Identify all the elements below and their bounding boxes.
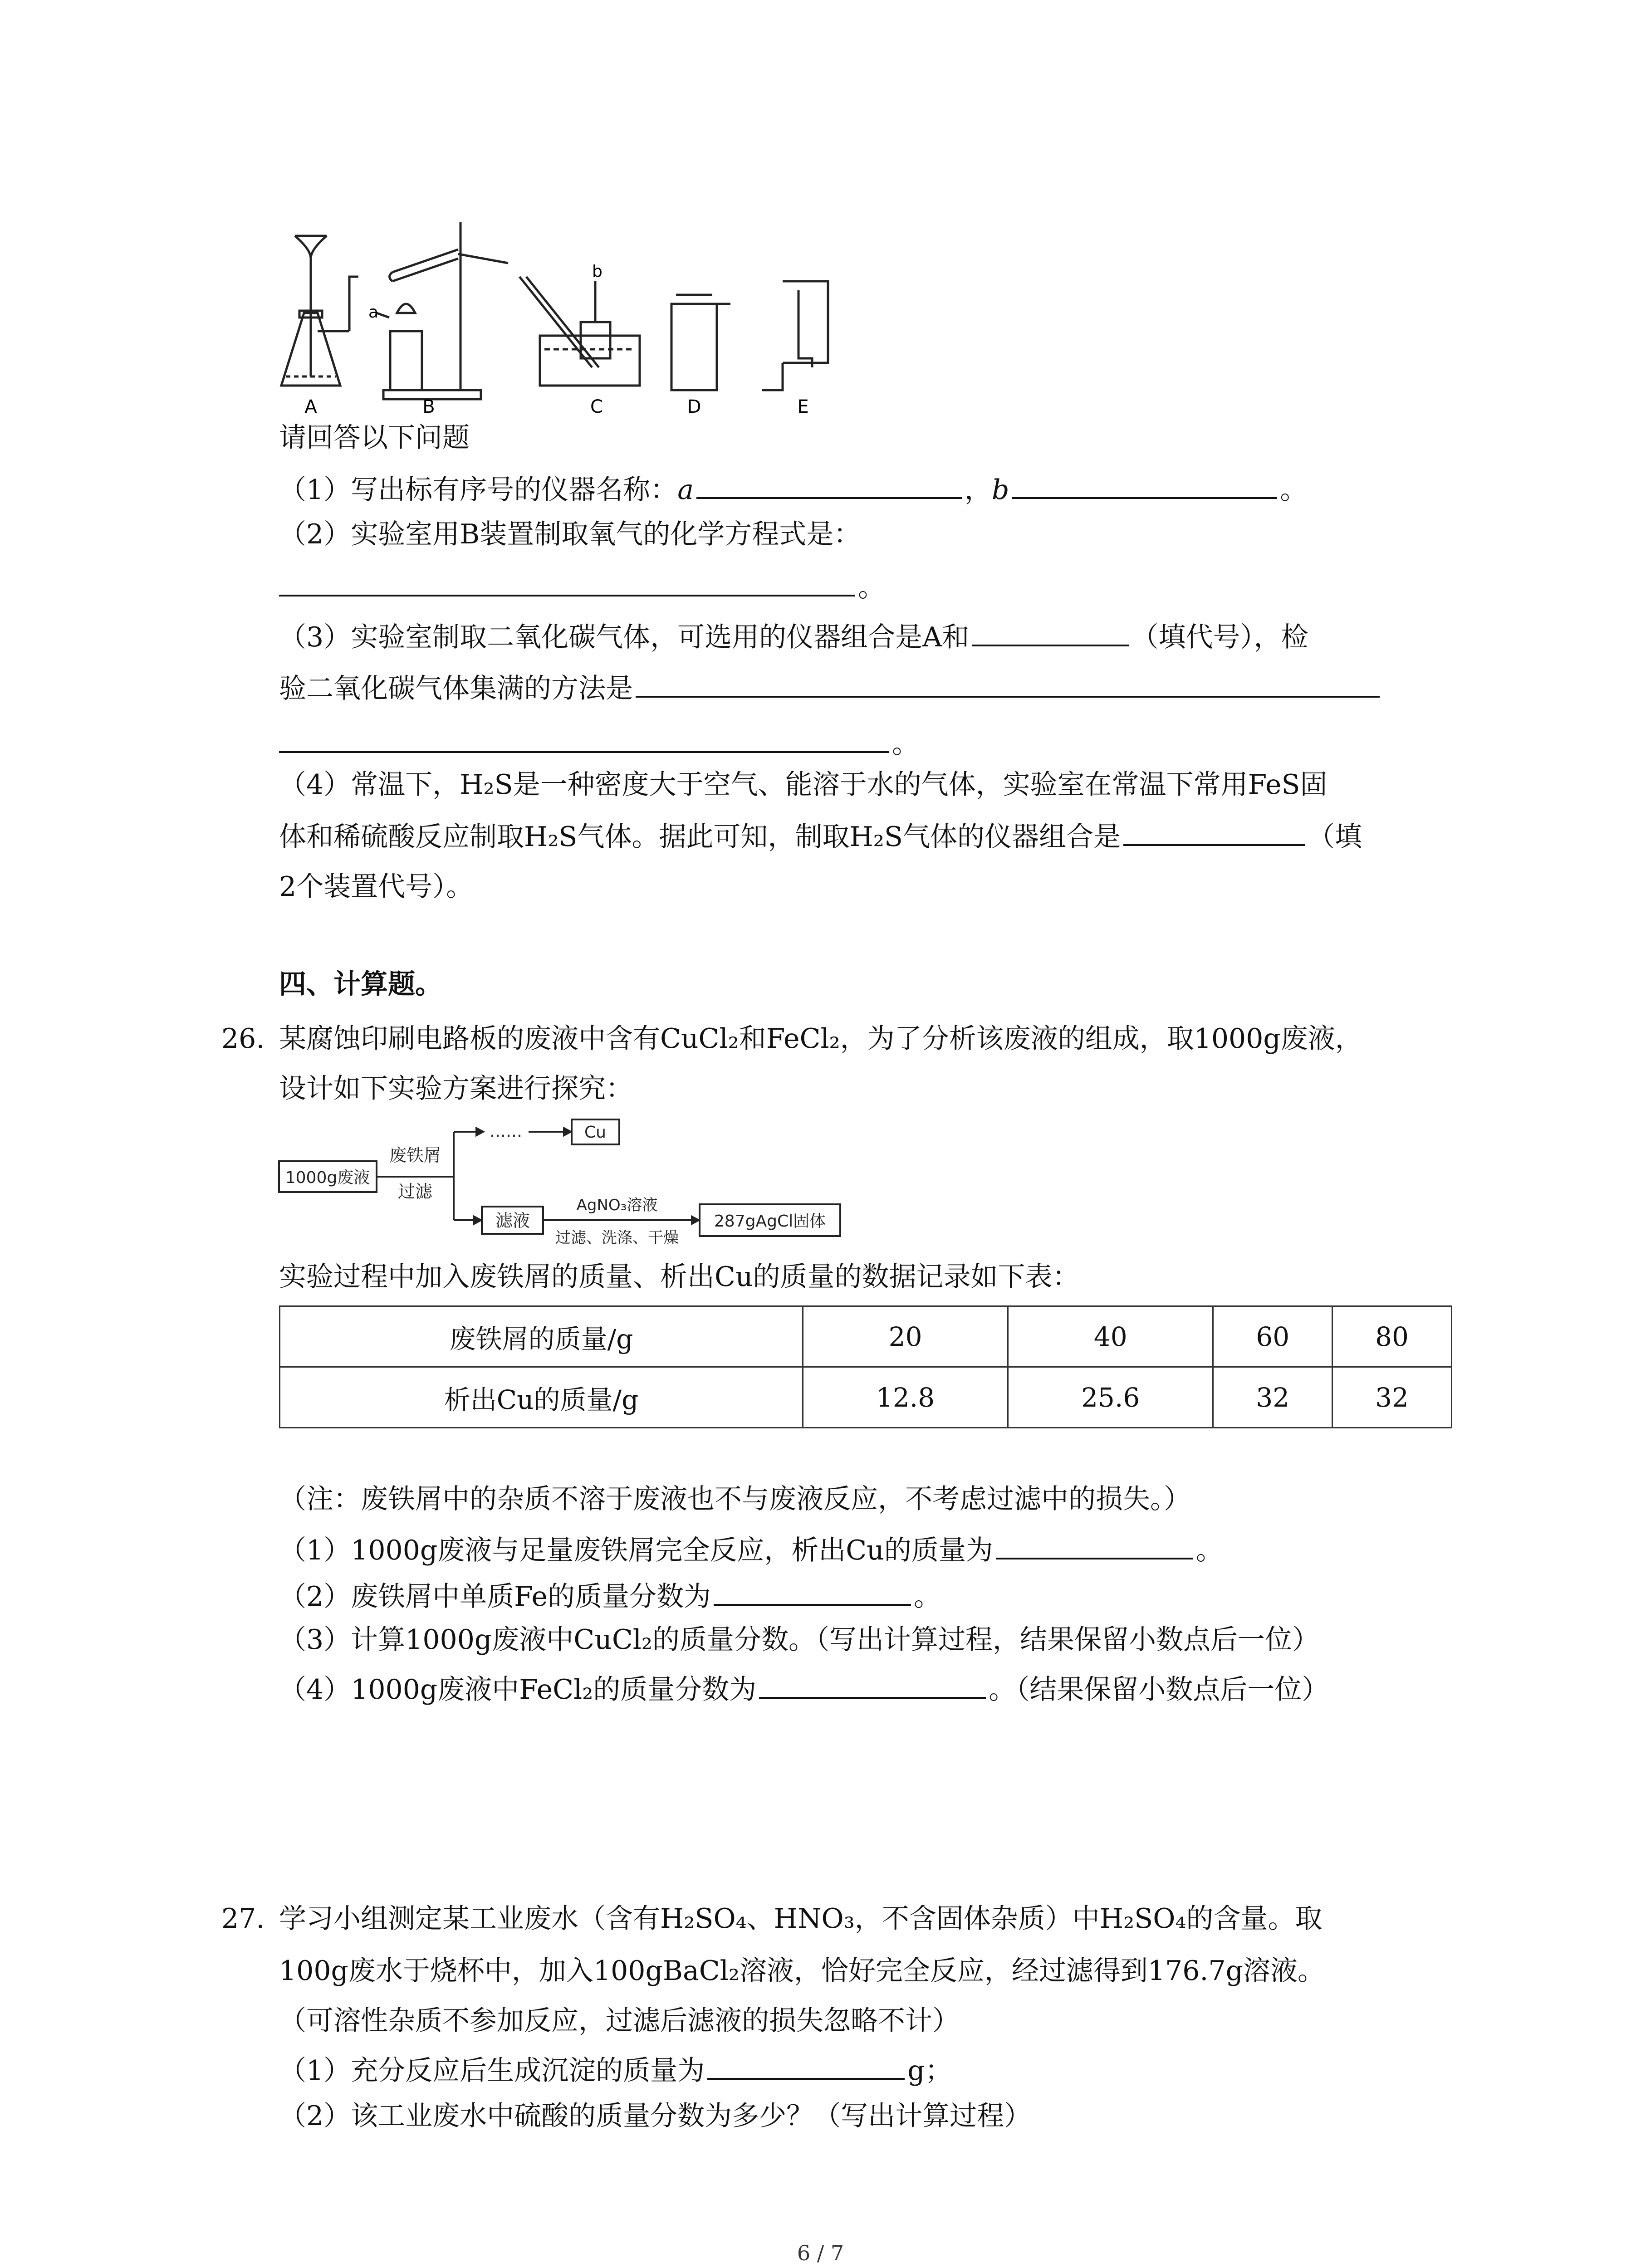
table-cell: 80 bbox=[1332, 1306, 1452, 1367]
q25-part3-line2 bbox=[279, 670, 1382, 707]
answer-blank-precipitate[interactable] bbox=[707, 2053, 905, 2080]
flow-step1-top: 废铁屑 bbox=[389, 1145, 441, 1165]
flow-result: 287gAgCl固体 bbox=[714, 1212, 826, 1231]
answer-blank-co2-combo[interactable] bbox=[972, 619, 1129, 646]
q25-p3-end: 。 bbox=[892, 728, 919, 760]
table-cell-label: 析出Cu的质量/g bbox=[280, 1367, 803, 1428]
q25-p1-sep: ， bbox=[964, 474, 992, 506]
apparatus-marker-b: b bbox=[592, 262, 603, 281]
answer-blank-b[interactable] bbox=[1012, 472, 1277, 499]
q26-number: 26. bbox=[221, 1023, 265, 1055]
apparatus-figure bbox=[272, 222, 871, 422]
apparatus-label-a: A bbox=[304, 396, 317, 417]
q27-line1: 学习小组测定某工业废水（含有H₂SO₄、HNO₃，不含固体杂质）中H₂SO₄的含量。取 bbox=[279, 1903, 1323, 1935]
flow-step1-bottom: 过滤 bbox=[397, 1182, 433, 1202]
q25-p3-text: （3）实验室制取二氧化碳气体，可选用的仪器组合是A和 bbox=[279, 621, 970, 653]
q25-p4-line2-end: （填 bbox=[1307, 821, 1362, 853]
q27-s1-end: g； bbox=[907, 2055, 952, 2087]
q26-s1-text: （1）1000g废液与足量废铁屑完全反应，析出Cu的质量为 bbox=[279, 1535, 993, 1566]
q25-part4-line2 bbox=[279, 819, 1362, 855]
q27-line3: （可溶性杂质不参加反应，过滤后滤液的损失忽略不计） bbox=[279, 2005, 960, 2037]
q26-s2-text: （2）废铁屑中单质Fe的质量分数为 bbox=[279, 1581, 711, 1613]
answer-blank-a[interactable] bbox=[696, 472, 962, 499]
q27-line2: 100g废水于烧杯中，加入100gBaCl₂溶液，恰好完全反应，经过滤得到176.7g溶液。 bbox=[279, 1955, 1325, 1987]
flow-start: 1000g废液 bbox=[285, 1168, 370, 1187]
q26-line2: 设计如下实验方案进行探究： bbox=[279, 1073, 633, 1105]
table-cell: 32 bbox=[1332, 1367, 1452, 1428]
q25-p1-b: b bbox=[991, 474, 1009, 506]
table-cell: 12.8 bbox=[803, 1367, 1008, 1428]
answer-blank-co2-method-cont[interactable] bbox=[279, 726, 889, 753]
q25-intro: 请回答以下问题 bbox=[279, 422, 470, 454]
q27-s1-text: （1）充分反应后生成沉淀的质量为 bbox=[279, 2055, 705, 2087]
flow-cu: Cu bbox=[584, 1123, 606, 1142]
apparatus-label-b: B bbox=[422, 396, 435, 417]
q25-p1-end: 。 bbox=[1280, 474, 1308, 506]
q25-part4-line1: （4）常温下，H₂S是一种密度大于空气、能溶于水的气体，实验室在常温下常用FeS固 bbox=[279, 769, 1327, 801]
answer-blank-equation[interactable] bbox=[279, 569, 855, 596]
table-row bbox=[280, 1367, 1452, 1428]
q25-p1-text: （1）写出标有序号的仪器名称： bbox=[279, 474, 678, 506]
table-cell: 32 bbox=[1213, 1367, 1332, 1428]
flow-step2-top: AgNO₃溶液 bbox=[576, 1196, 658, 1214]
table-cell: 20 bbox=[803, 1306, 1008, 1367]
q25-part3-line1 bbox=[279, 619, 1308, 655]
q26-s4-text: （4）1000g废液中FeCl₂的质量分数为 bbox=[279, 1674, 757, 1706]
q25-p2-end: 。 bbox=[858, 572, 885, 603]
q26-note: （注：废铁屑中的杂质不溶于废液也不与废液反应，不考虑过滤中的损失。） bbox=[279, 1483, 1191, 1515]
q27-sub2: （2）该工业废水中硫酸的质量分数为多少？（写出计算过程） bbox=[279, 2100, 1032, 2132]
section-title: 四、计算题。 bbox=[279, 968, 442, 1000]
answer-blank-cu-mass[interactable] bbox=[996, 1532, 1193, 1559]
experiment-flowchart bbox=[277, 1111, 848, 1247]
table-row bbox=[280, 1306, 1452, 1367]
q26-s2-end: 。 bbox=[914, 1581, 941, 1613]
table-cell: 25.6 bbox=[1008, 1367, 1213, 1428]
q26-sub4 bbox=[279, 1672, 1329, 1708]
q27-sub1 bbox=[279, 2053, 952, 2089]
q25-part2-answer bbox=[279, 569, 885, 606]
answer-blank-fe-fraction[interactable] bbox=[714, 1579, 911, 1606]
q27-number: 27. bbox=[221, 1903, 265, 1935]
q26-line1: 某腐蚀印刷电路板的废液中含有CuCl₂和FeCl₂，为了分析该废液的组成，取1000g废液， bbox=[279, 1023, 1362, 1055]
q25-p1-a: a bbox=[677, 474, 694, 506]
apparatus-label-e: E bbox=[797, 396, 809, 417]
q25-p4-line2-text: 体和稀硫酸反应制取H₂S气体。据此可知，制取H₂S气体的仪器组合是 bbox=[279, 821, 1121, 853]
flow-step2-bottom: 过滤、洗涤、干燥 bbox=[555, 1229, 679, 1247]
q26-s4-end: 。（结果保留小数点后一位） bbox=[989, 1674, 1329, 1706]
apparatus-label-d: D bbox=[687, 396, 701, 417]
q26-sub1 bbox=[279, 1532, 1223, 1569]
apparatus-label-c: C bbox=[590, 396, 603, 417]
answer-blank-h2s-combo[interactable] bbox=[1123, 819, 1305, 846]
q26-sub2 bbox=[279, 1579, 941, 1615]
q26-table-intro: 实验过程中加入废铁屑的质量、析出Cu的质量的数据记录如下表： bbox=[279, 1261, 1080, 1293]
q26-s1-end: 。 bbox=[1195, 1535, 1223, 1566]
q25-part3-line3 bbox=[279, 726, 919, 762]
table-cell: 60 bbox=[1213, 1306, 1332, 1367]
q25-p3-line2-text: 验二氧化碳气体集满的方法是 bbox=[279, 673, 633, 704]
answer-blank-co2-method[interactable] bbox=[636, 670, 1380, 698]
flow-filtrate: 滤液 bbox=[495, 1211, 530, 1231]
q25-part1 bbox=[279, 472, 1307, 508]
apparatus-marker-a: a bbox=[368, 303, 379, 322]
q25-p3-mid: （填代号），检 bbox=[1131, 621, 1308, 653]
q25-part2: （2）实验室用B装置制取氧气的化学方程式是： bbox=[279, 518, 861, 550]
table-cell: 40 bbox=[1008, 1306, 1213, 1367]
answer-blank-fecl2-fraction[interactable] bbox=[759, 1672, 986, 1699]
flow-dots: …… bbox=[490, 1122, 522, 1141]
table-cell-label: 废铁屑的质量/g bbox=[280, 1306, 803, 1367]
data-table bbox=[279, 1305, 1452, 1428]
q26-sub3: （3）计算1000g废液中CuCl₂的质量分数。（写出计算过程，结果保留小数点后一位） bbox=[279, 1624, 1319, 1656]
q25-part4-line3: 2个装置代号）。 bbox=[279, 871, 474, 903]
page-number: 6 / 7 bbox=[797, 2241, 844, 2265]
